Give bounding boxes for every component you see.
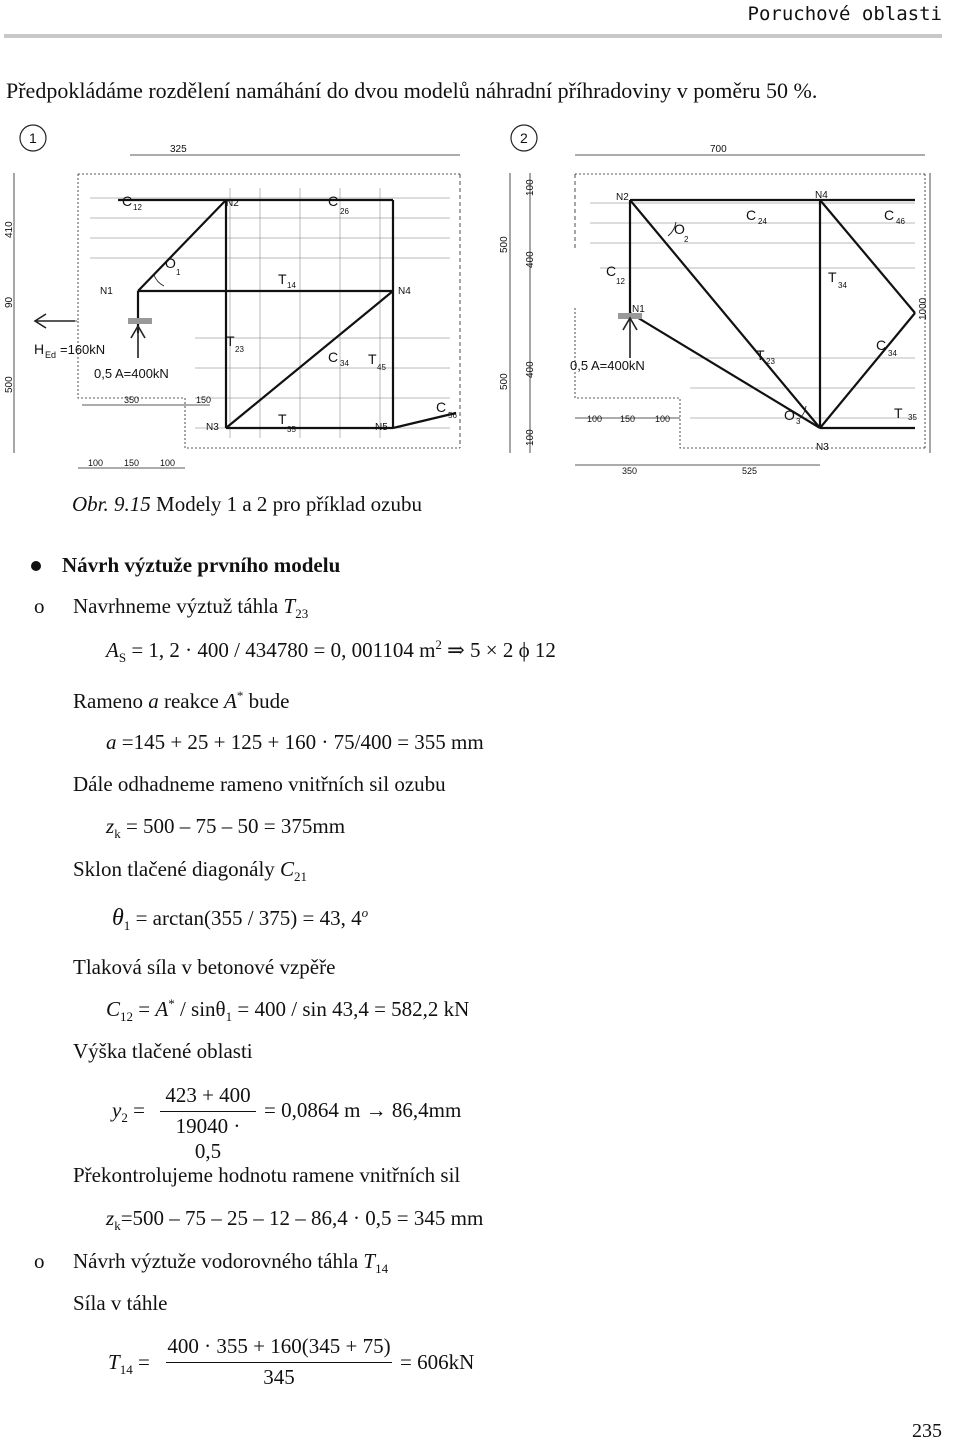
left-label-o1: O <box>165 255 176 271</box>
intro-paragraph: Předpokládáme rozdělení namáhání do dvou modelů náhradní příhradoviny v poměru 50 %. <box>6 78 818 103</box>
right-label-c12: C <box>606 263 617 279</box>
figure-caption <box>72 492 422 517</box>
force-h-label: H <box>34 341 45 357</box>
eq-as: $A_S = 1$, 2 · 400 / 434780 = 0, 001104 $m^2$ ⇒ 5 × 2 ϕ 12 <box>106 637 556 666</box>
right-force-v: 0,5 A=400kN <box>570 358 645 373</box>
right-dim-v4: 400 <box>525 361 536 378</box>
left-label-c34: C <box>328 349 339 365</box>
model-2 <box>510 155 930 465</box>
strut-tie-figure <box>0 108 960 488</box>
t14-numerator: 400 · 355 + 160(345 + 75) <box>167 1334 391 1358</box>
svg-text:24: 24 <box>758 217 767 226</box>
right-label-o2: O <box>674 221 685 237</box>
left-dim-b3: 100 <box>160 458 176 468</box>
left-dim-b1: 100 <box>88 458 104 468</box>
sub-bullet-o: o <box>34 594 45 618</box>
sub-bullet-o-2: o <box>34 1249 45 1273</box>
svg-text:12: 12 <box>616 277 625 286</box>
model-marker-1-label: 1 <box>29 130 37 146</box>
header-rule <box>4 34 942 38</box>
right-dim-1000: 1000 <box>918 297 929 320</box>
left-label-t23: T <box>226 333 235 349</box>
caption-text: Modely 1 a 2 pro příklad ozubu <box>156 492 422 516</box>
svg-text:34: 34 <box>888 349 897 358</box>
right-label-t34: T <box>828 269 837 285</box>
svg-text:34: 34 <box>838 281 847 290</box>
left-label-t45: T <box>368 351 377 367</box>
right-dim-v1: 100 <box>525 179 536 196</box>
left-node-n3: N3 <box>206 422 219 433</box>
right-top-dim: 700 <box>710 144 727 155</box>
tlakova-line: Tlaková síla v betonové vzpěře <box>73 955 336 979</box>
left-force-v: 0,5 A=400kN <box>94 366 169 381</box>
svg-text:23: 23 <box>766 357 775 366</box>
right-label-c46: C <box>884 207 895 223</box>
left-top-dim: 325 <box>170 144 187 155</box>
svg-text:12: 12 <box>133 203 142 212</box>
svg-text:45: 45 <box>377 363 386 372</box>
svg-text:46: 46 <box>896 217 905 226</box>
model-marker-2-label: 2 <box>520 130 528 146</box>
svg-text:3: 3 <box>796 417 801 426</box>
rameno-line: Rameno a reakce A* bude <box>73 688 290 713</box>
svg-text:26: 26 <box>340 207 349 216</box>
right-dim-525: 525 <box>742 466 758 476</box>
right-dim-v2: 400 <box>525 251 536 268</box>
y2-numerator: 423 + 400 <box>165 1083 251 1107</box>
section-heading: Návrh výztuže prvního modelu <box>62 553 341 577</box>
right-dim-350: 350 <box>622 466 638 476</box>
svg-text:1: 1 <box>176 268 181 277</box>
left-label-c26: C <box>328 193 339 209</box>
dale-line: Dále odhadneme rameno vnitřních sil ozubu <box>73 772 446 796</box>
right-node-n4: N4 <box>815 190 828 201</box>
eq-y2-tail: = 0,0864 m → 86,4mm <box>264 1098 462 1122</box>
force-h-value: =160kN <box>60 342 106 357</box>
left-label-t14: T <box>278 271 287 287</box>
left-dim-b2: 150 <box>124 458 140 468</box>
eq-zk2: $z_k=500 - 75 - 25 - 12 - 86,4 \cdot 0,5 = 345$ mm <box>106 1206 484 1234</box>
item2-text: Návrh výztuže vodorovného táhla $T_{14}$ <box>73 1249 389 1277</box>
model-1 <box>14 125 537 468</box>
eq-theta: $\theta_1 = \arctan(355 / 375) = 43$, 4$^o$ <box>112 905 369 934</box>
eq-t14-fraction <box>166 1334 392 1390</box>
y2-denominator: 19040 · 0,5 <box>175 1114 241 1163</box>
svg-text:34: 34 <box>340 359 349 368</box>
right-label-t23: T <box>756 347 765 363</box>
right-dim-v6: 100 <box>525 429 536 446</box>
right-dim-i2: 150 <box>620 414 636 424</box>
left-label-c56: C <box>436 399 447 415</box>
right-dim-i3: 100 <box>655 414 671 424</box>
eq-y2-lhs: $y_2$ = <box>112 1098 145 1126</box>
svg-text:35: 35 <box>908 413 917 422</box>
eq-a: a =145 + 25 + 125 + 160 · 75/400 = 355 mm <box>106 730 484 754</box>
svg-text:23: 23 <box>235 345 244 354</box>
svg-text:56: 56 <box>448 411 457 420</box>
eq-t14-lhs: $T_{14}$ = <box>108 1350 150 1378</box>
left-label-c12: C <box>122 193 133 209</box>
header-title: Poruchové oblasti <box>747 3 942 25</box>
sklon-line: Sklon tlačené diagonály $C_{21}$ <box>73 857 308 885</box>
right-node-n2: N2 <box>616 192 629 203</box>
caption-label: Obr. 9.15 <box>72 492 151 516</box>
left-node-n4: N4 <box>398 286 411 297</box>
sila-line: Síla v táhle <box>73 1291 168 1315</box>
svg-text:14: 14 <box>287 281 296 290</box>
right-node-n1: N1 <box>632 304 645 315</box>
right-dim-v5: 500 <box>499 373 510 390</box>
item1-text: Navrhneme výztuž táhla $T_{23}$ <box>73 594 309 622</box>
prekontr-line: Překontrolujeme hodnotu ramene vnitřních sil <box>73 1163 461 1187</box>
svg-text:35: 35 <box>287 425 296 434</box>
vyska-line: Výška tlačené oblasti <box>73 1039 253 1063</box>
left-node-n5: N5 <box>375 422 388 433</box>
left-label-t35: T <box>278 411 287 427</box>
right-dim-i1: 100 <box>587 414 603 424</box>
left-node-n1: N1 <box>100 286 113 297</box>
left-dim-350: 350 <box>124 395 140 405</box>
eq-zk: $z_k = 500 - 75 - 50 = 375mm$ <box>106 814 346 842</box>
svg-text:2: 2 <box>684 235 689 244</box>
right-label-c34: C <box>876 337 887 353</box>
force-h-sub: Ed <box>45 350 57 360</box>
right-label-o3: O <box>784 407 795 423</box>
left-dim-150: 150 <box>196 395 212 405</box>
left-node-n2: N2 <box>226 198 239 209</box>
left-dim-90: 90 <box>4 296 15 308</box>
eq-y2-fraction <box>160 1083 256 1164</box>
page-number: 235 <box>912 1420 942 1442</box>
eq-c12: $C_{12} = A^* / \sin\theta_1 = 400 / \sin 43,4 = 582,2$ kN <box>106 996 470 1025</box>
bullet-dot <box>31 561 41 571</box>
left-dim-410: 410 <box>4 221 15 238</box>
eq-t14-tail: = 606kN <box>400 1350 475 1374</box>
right-label-t35: T <box>894 405 903 421</box>
left-dim-500: 500 <box>4 376 15 393</box>
right-node-n3: N3 <box>816 442 829 453</box>
t14-denominator: 345 <box>263 1365 295 1389</box>
right-label-c24: C <box>746 207 757 223</box>
right-dim-v3: 500 <box>499 236 510 253</box>
page-header <box>0 0 960 40</box>
